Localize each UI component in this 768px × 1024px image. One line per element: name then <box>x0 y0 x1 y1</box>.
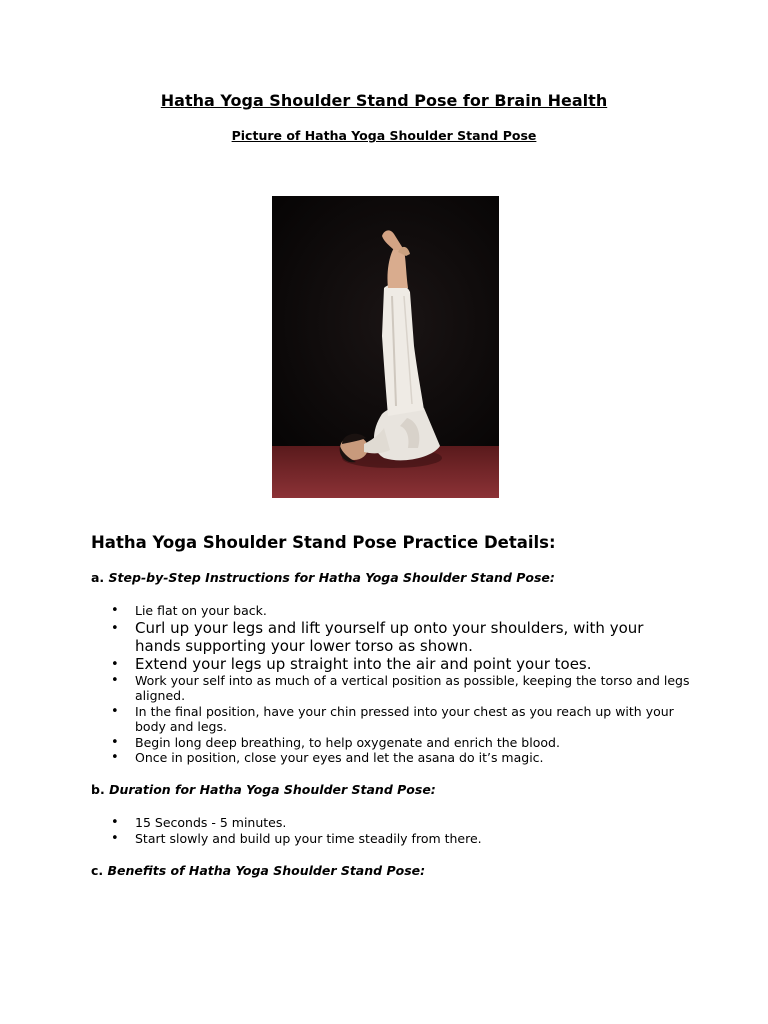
list-item: • Begin long deep breathing, to help oxygenate and enrich the blood. <box>91 735 691 751</box>
duration-list <box>91 815 691 846</box>
list-item: • In the final position, have your chin pressed into your chest as you reach up with your body and legs. <box>91 704 691 735</box>
list-item: • Extend your legs up straight into the air and point your toes. <box>91 655 691 673</box>
list-item: • Once in position, close your eyes and let the asana do it’s magic. <box>91 750 691 766</box>
shoulder-stand-photo <box>272 196 499 498</box>
practice-details-heading: Hatha Yoga Shoulder Stand Pose Practice Details: <box>91 533 556 552</box>
list-item: • Work your self into as much of a vertical position as possible, keeping the torso and legs aligned. <box>91 673 691 704</box>
list-item: • Start slowly and build up your time steadily from there. <box>91 831 691 847</box>
document-title: Hatha Yoga Shoulder Stand Pose for Brain Health <box>160 91 608 110</box>
section-a-heading <box>91 570 555 585</box>
section-c-prefix: c. <box>91 863 104 878</box>
section-b-heading <box>91 782 436 797</box>
list-item: • 15 Seconds - 5 minutes. <box>91 815 691 831</box>
section-a-prefix: a. <box>91 570 105 585</box>
list-item: • Lie flat on your back. <box>91 603 691 619</box>
list-item: • Curl up your legs and lift yourself up onto your shoulders, with your hands supporting your lower torso as shown. <box>91 619 691 655</box>
section-b-prefix: b. <box>91 782 105 797</box>
instructions-list <box>91 603 691 766</box>
section-b-title: Duration for Hatha Yoga Shoulder Stand Pose: <box>109 782 436 797</box>
section-a-title: Step-by-Step Instructions for Hatha Yoga Shoulder Stand Pose: <box>108 570 555 585</box>
section-c-heading <box>91 863 425 878</box>
section-c-title: Benefits of Hatha Yoga Shoulder Stand Pose: <box>107 863 426 878</box>
picture-caption: Picture of Hatha Yoga Shoulder Stand Pose <box>231 128 537 143</box>
